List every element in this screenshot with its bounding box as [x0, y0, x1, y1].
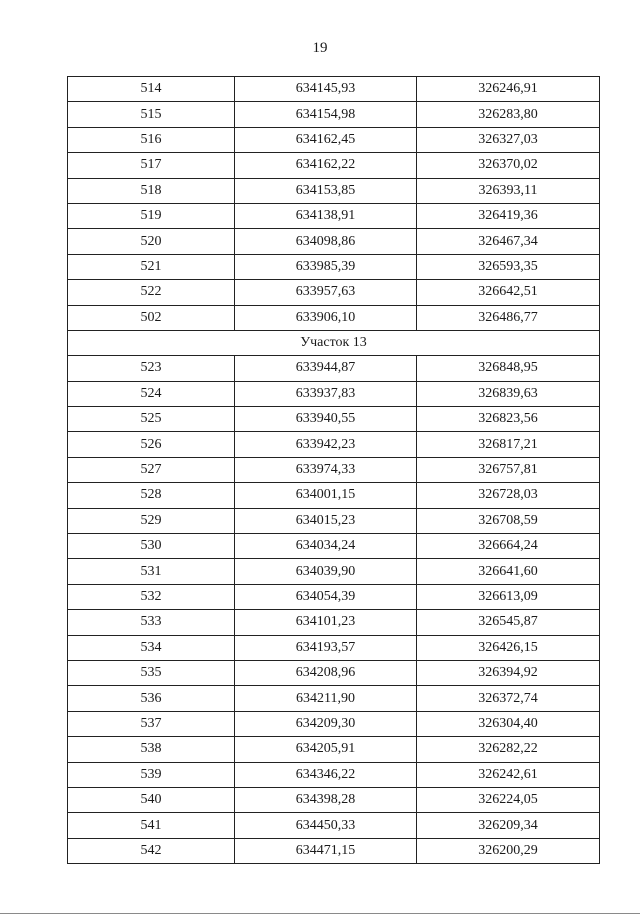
point-number-cell: 515 — [68, 102, 235, 127]
point-number-cell: 527 — [68, 457, 235, 482]
point-number-cell: 525 — [68, 407, 235, 432]
table-row — [68, 711, 600, 736]
table-row — [68, 280, 600, 305]
y-coordinate-cell: 326642,51 — [417, 280, 600, 305]
x-coordinate-cell: 634101,23 — [235, 610, 417, 635]
x-coordinate-cell: 633942,23 — [235, 432, 417, 457]
y-coordinate-cell: 326545,87 — [417, 610, 600, 635]
y-coordinate-cell: 326370,02 — [417, 153, 600, 178]
point-number-cell: 502 — [68, 305, 235, 330]
y-coordinate-cell: 326848,95 — [417, 356, 600, 381]
table-row — [68, 686, 600, 711]
point-number-cell: 540 — [68, 787, 235, 812]
table-row — [68, 229, 600, 254]
table-row — [68, 813, 600, 838]
table-row — [68, 407, 600, 432]
point-number-cell: 514 — [68, 77, 235, 102]
table-row — [68, 584, 600, 609]
point-number-cell: 537 — [68, 711, 235, 736]
point-number-cell: 539 — [68, 762, 235, 787]
table-row — [68, 635, 600, 660]
point-number-cell: 530 — [68, 534, 235, 559]
x-coordinate-cell: 633937,83 — [235, 381, 417, 406]
table-row — [68, 838, 600, 863]
y-coordinate-cell: 326839,63 — [417, 381, 600, 406]
point-number-cell: 529 — [68, 508, 235, 533]
table-row — [68, 432, 600, 457]
section-header-row — [68, 330, 600, 355]
table-row — [68, 762, 600, 787]
x-coordinate-cell: 633906,10 — [235, 305, 417, 330]
y-coordinate-cell: 326486,77 — [417, 305, 600, 330]
table-row — [68, 356, 600, 381]
point-number-cell: 519 — [68, 203, 235, 228]
table-row — [68, 559, 600, 584]
point-number-cell: 522 — [68, 280, 235, 305]
y-coordinate-cell: 326242,61 — [417, 762, 600, 787]
table-row — [68, 381, 600, 406]
y-coordinate-cell: 326372,74 — [417, 686, 600, 711]
x-coordinate-cell: 634015,23 — [235, 508, 417, 533]
table-row — [68, 77, 600, 102]
point-number-cell: 518 — [68, 178, 235, 203]
x-coordinate-cell: 634471,15 — [235, 838, 417, 863]
point-number-cell: 521 — [68, 254, 235, 279]
table-row — [68, 508, 600, 533]
y-coordinate-cell: 326426,15 — [417, 635, 600, 660]
y-coordinate-cell: 326327,03 — [417, 127, 600, 152]
y-coordinate-cell: 326641,60 — [417, 559, 600, 584]
point-number-cell: 534 — [68, 635, 235, 660]
y-coordinate-cell: 326394,92 — [417, 660, 600, 685]
point-number-cell: 531 — [68, 559, 235, 584]
section-title: Участок 13 — [68, 330, 600, 355]
point-number-cell: 528 — [68, 483, 235, 508]
x-coordinate-cell: 634208,96 — [235, 660, 417, 685]
table-row — [68, 483, 600, 508]
table-row — [68, 787, 600, 812]
x-coordinate-cell: 634145,93 — [235, 77, 417, 102]
x-coordinate-cell: 634039,90 — [235, 559, 417, 584]
table-row — [68, 153, 600, 178]
y-coordinate-cell: 326664,24 — [417, 534, 600, 559]
x-coordinate-cell: 633985,39 — [235, 254, 417, 279]
coordinates-table-body — [68, 77, 600, 864]
x-coordinate-cell: 634346,22 — [235, 762, 417, 787]
page-bottom-edge — [0, 913, 640, 914]
point-number-cell: 542 — [68, 838, 235, 863]
table-row — [68, 102, 600, 127]
x-coordinate-cell: 634054,39 — [235, 584, 417, 609]
table-row — [68, 610, 600, 635]
table-row — [68, 254, 600, 279]
x-coordinate-cell: 634154,98 — [235, 102, 417, 127]
point-number-cell: 516 — [68, 127, 235, 152]
table-row — [68, 660, 600, 685]
table-row — [68, 178, 600, 203]
y-coordinate-cell: 326419,36 — [417, 203, 600, 228]
y-coordinate-cell: 326467,34 — [417, 229, 600, 254]
x-coordinate-cell: 634398,28 — [235, 787, 417, 812]
table-row — [68, 737, 600, 762]
x-coordinate-cell: 633957,63 — [235, 280, 417, 305]
x-coordinate-cell: 633940,55 — [235, 407, 417, 432]
x-coordinate-cell: 634001,15 — [235, 483, 417, 508]
coordinates-table — [67, 76, 600, 864]
y-coordinate-cell: 326282,22 — [417, 737, 600, 762]
table-row — [68, 305, 600, 330]
x-coordinate-cell: 634209,30 — [235, 711, 417, 736]
y-coordinate-cell: 326593,35 — [417, 254, 600, 279]
x-coordinate-cell: 634211,90 — [235, 686, 417, 711]
point-number-cell: 536 — [68, 686, 235, 711]
y-coordinate-cell: 326728,03 — [417, 483, 600, 508]
page-number: 19 — [312, 40, 328, 56]
y-coordinate-cell: 326817,21 — [417, 432, 600, 457]
point-number-cell: 517 — [68, 153, 235, 178]
x-coordinate-cell: 634205,91 — [235, 737, 417, 762]
point-number-cell: 520 — [68, 229, 235, 254]
x-coordinate-cell: 634162,45 — [235, 127, 417, 152]
table-row — [68, 127, 600, 152]
y-coordinate-cell: 326823,56 — [417, 407, 600, 432]
x-coordinate-cell: 634153,85 — [235, 178, 417, 203]
x-coordinate-cell: 633974,33 — [235, 457, 417, 482]
table-row — [68, 457, 600, 482]
y-coordinate-cell: 326209,34 — [417, 813, 600, 838]
x-coordinate-cell: 634193,57 — [235, 635, 417, 660]
x-coordinate-cell: 634034,24 — [235, 534, 417, 559]
point-number-cell: 533 — [68, 610, 235, 635]
y-coordinate-cell: 326393,11 — [417, 178, 600, 203]
point-number-cell: 541 — [68, 813, 235, 838]
x-coordinate-cell: 634098,86 — [235, 229, 417, 254]
x-coordinate-cell: 634138,91 — [235, 203, 417, 228]
table-row — [68, 534, 600, 559]
x-coordinate-cell: 633944,87 — [235, 356, 417, 381]
y-coordinate-cell: 326283,80 — [417, 102, 600, 127]
y-coordinate-cell: 326613,09 — [417, 584, 600, 609]
point-number-cell: 535 — [68, 660, 235, 685]
point-number-cell: 532 — [68, 584, 235, 609]
y-coordinate-cell: 326304,40 — [417, 711, 600, 736]
y-coordinate-cell: 326708,59 — [417, 508, 600, 533]
y-coordinate-cell: 326757,81 — [417, 457, 600, 482]
table-row — [68, 203, 600, 228]
x-coordinate-cell: 634162,22 — [235, 153, 417, 178]
y-coordinate-cell: 326246,91 — [417, 77, 600, 102]
point-number-cell: 523 — [68, 356, 235, 381]
x-coordinate-cell: 634450,33 — [235, 813, 417, 838]
point-number-cell: 538 — [68, 737, 235, 762]
y-coordinate-cell: 326224,05 — [417, 787, 600, 812]
y-coordinate-cell: 326200,29 — [417, 838, 600, 863]
point-number-cell: 524 — [68, 381, 235, 406]
point-number-cell: 526 — [68, 432, 235, 457]
